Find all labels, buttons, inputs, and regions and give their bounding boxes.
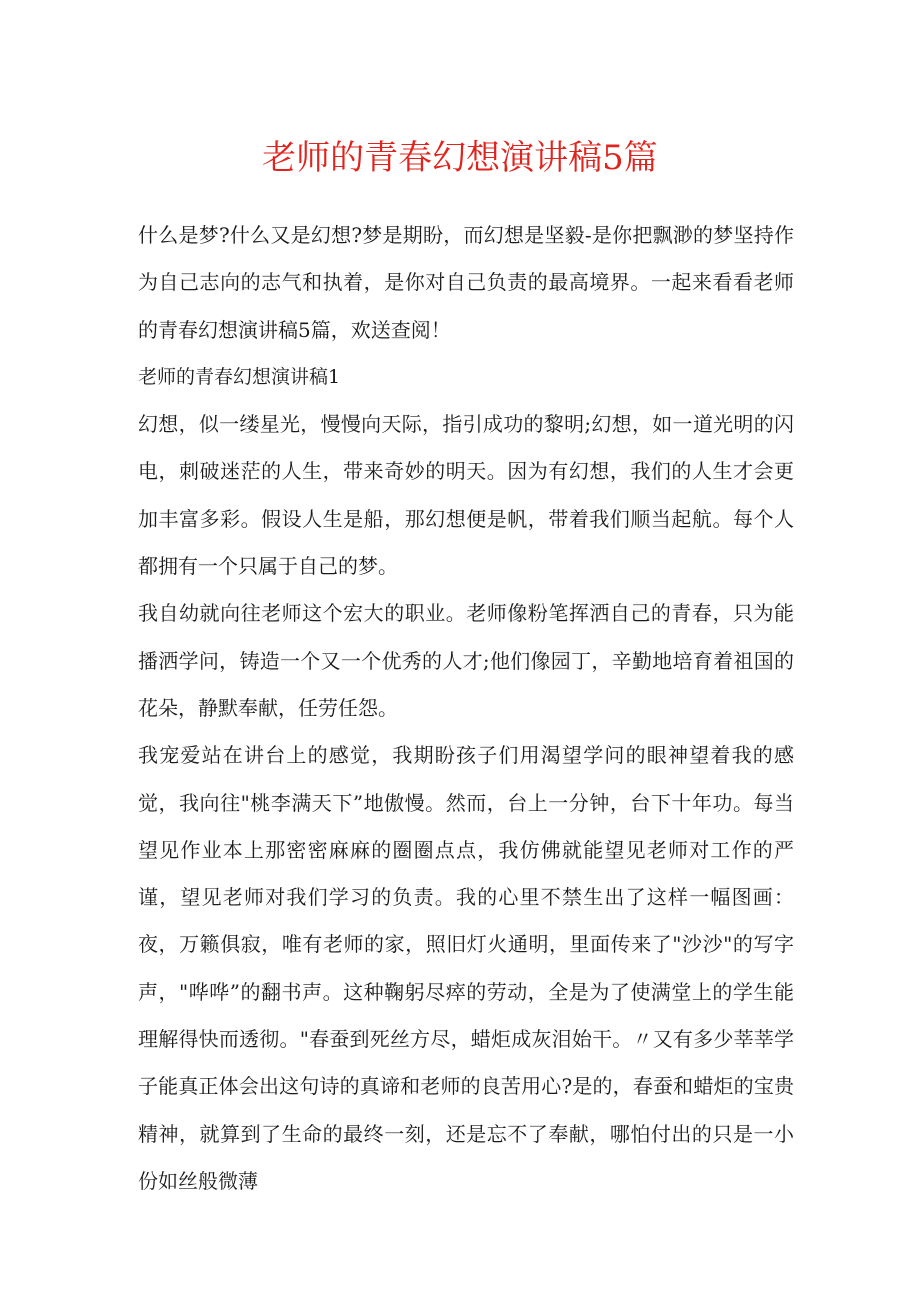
body-paragraph-3: 我宠爱站在讲台上的感觉，我期盼孩子们用渴望学问的眼神望着我的感觉，我向往"桃李满天下”地傲慢。然而，台上一分钟，台下十年功。每当望见作业本上那密密麻麻的圈圈点点，我仿佛就能望见老师对工作的严谨，望见老师对我们学习的负责。我的心里不禁生出了这样一幅图画：夜，万籁俱寂，唯有老师的家，照旧灯火通明，里面传来了"沙沙"的写字声，"哗哗”的翻书声。这种鞠躬尽瘁的劳动，全是为了使满堂上的学生能理解得快而透彻。"春蚕到死丝方尽，蜡炬成灰泪始干。〃又有多少莘莘学子能真正体会出这句诗的真谛和老师的良苦用心?是的，春蚕和蜡炬的宝贵精神，就算到了生命的最终一刻，还是忘不了奉献，哪怕付出的只是一小份如丝般微薄: [138, 743, 794, 1193]
document-title: 老师的青春幻想演讲稿5篇: [262, 138, 658, 178]
body-paragraph-2: 我自幼就向往老师这个宏大的职业。老师像粉笔挥洒自己的青春，只为能播洒学问，铸造一个又一个优秀的人才;他们像园丁，辛勤地培育着祖国的花朵，静默奉献，任劳任怨。: [138, 601, 794, 720]
section-heading-1: 老师的青春幻想演讲稿1: [138, 365, 341, 388]
document-body: [138, 212, 794, 1205]
body-paragraph-1: 幻想，似一缕星光，慢慢向天际，指引成功的黎明;幻想，如一道光明的闪电，刺破迷茫的人生，带来奇妙的明天。因为有幻想，我们的人生才会更加丰富多彩。假设人生是船，那幻想便是帆，带着我们顺当起航。每个人都拥有一个只属于自己的梦。: [138, 412, 794, 579]
intro-paragraph: 什么是梦?什么又是幻想?梦是期盼，而幻想是坚毅-是你把飘渺的梦坚持作为自己志向的志气和执着，是你对自己负责的最高境界。一起来看看老师的青春幻想演讲稿5篇，欢送查阅！: [138, 223, 794, 342]
